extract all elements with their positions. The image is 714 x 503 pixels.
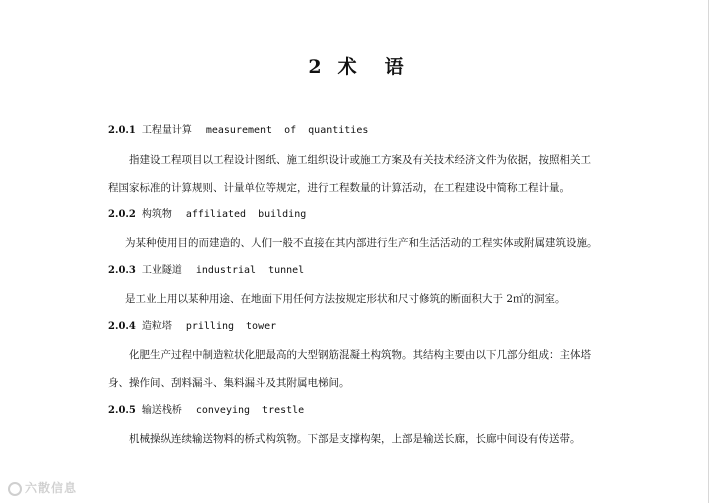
term-chinese: 构筑物	[141, 209, 172, 220]
term-chinese: 输送栈桥	[141, 405, 182, 416]
term-number: 2.0.5	[108, 405, 136, 416]
definition-line: 身、操作间、刮料漏斗、集料漏斗及其附属电梯间。	[108, 377, 350, 389]
watermark-text: 六散信息	[25, 481, 78, 495]
term-number: 2.0.4	[108, 321, 136, 332]
chapter-title	[0, 52, 714, 79]
term-english: affiliated building	[185, 209, 307, 220]
term-chinese: 造粒塔	[141, 321, 172, 332]
term-english: measurement of quantities	[205, 125, 369, 136]
term-heading	[108, 320, 276, 334]
definition-line: 化肥生产过程中制造粒状化肥最高的大型钢筋混凝土构筑物。其结构主要由以下几部分组成：主体塔	[129, 349, 591, 361]
chapter-title-char-2: 语	[384, 56, 406, 78]
definition-line: 程国家标准的计算规则、计量单位等规定，进行工程数量的计算活动，在工程建设中简称工程计量。	[108, 182, 570, 194]
watermark	[8, 479, 77, 496]
definition-line: 机械操纵连续输送物料的桥式构筑物。下部是支撑构架，上部是输送长廊，长廊中间设有传送带。	[129, 433, 581, 445]
definition-line: 是工业上用以某种用途、在地面下用任何方法按规定形状和尺寸修筑的断面积大于 2㎡的洞室。	[125, 293, 566, 305]
term-english: prilling tower	[185, 321, 277, 332]
term-chinese: 工业隧道	[141, 265, 182, 276]
chapter-title-char-1: 术	[337, 56, 359, 78]
term-heading	[108, 264, 304, 278]
chapter-number: 2	[308, 56, 324, 78]
term-heading	[108, 208, 306, 222]
term-chinese: 工程量计算	[141, 125, 192, 136]
term-english: industrial tunnel	[195, 265, 305, 276]
term-number: 2.0.1	[108, 125, 136, 136]
term-number: 2.0.3	[108, 265, 136, 276]
term-heading	[108, 404, 304, 418]
watermark-logo-icon	[8, 482, 22, 496]
definition-line: 指建设工程项目以工程设计图纸、施工组织设计或施工方案及有关技术经济文件为依据，按照相关工	[129, 154, 591, 166]
definition-line: 为某种使用目的而建造的、人们一般不直接在其内部进行生产和生活活动的工程实体或附属建筑设施。	[125, 237, 598, 249]
term-number: 2.0.2	[108, 209, 136, 220]
term-heading	[108, 124, 368, 138]
term-english: conveying trestle	[195, 405, 305, 416]
